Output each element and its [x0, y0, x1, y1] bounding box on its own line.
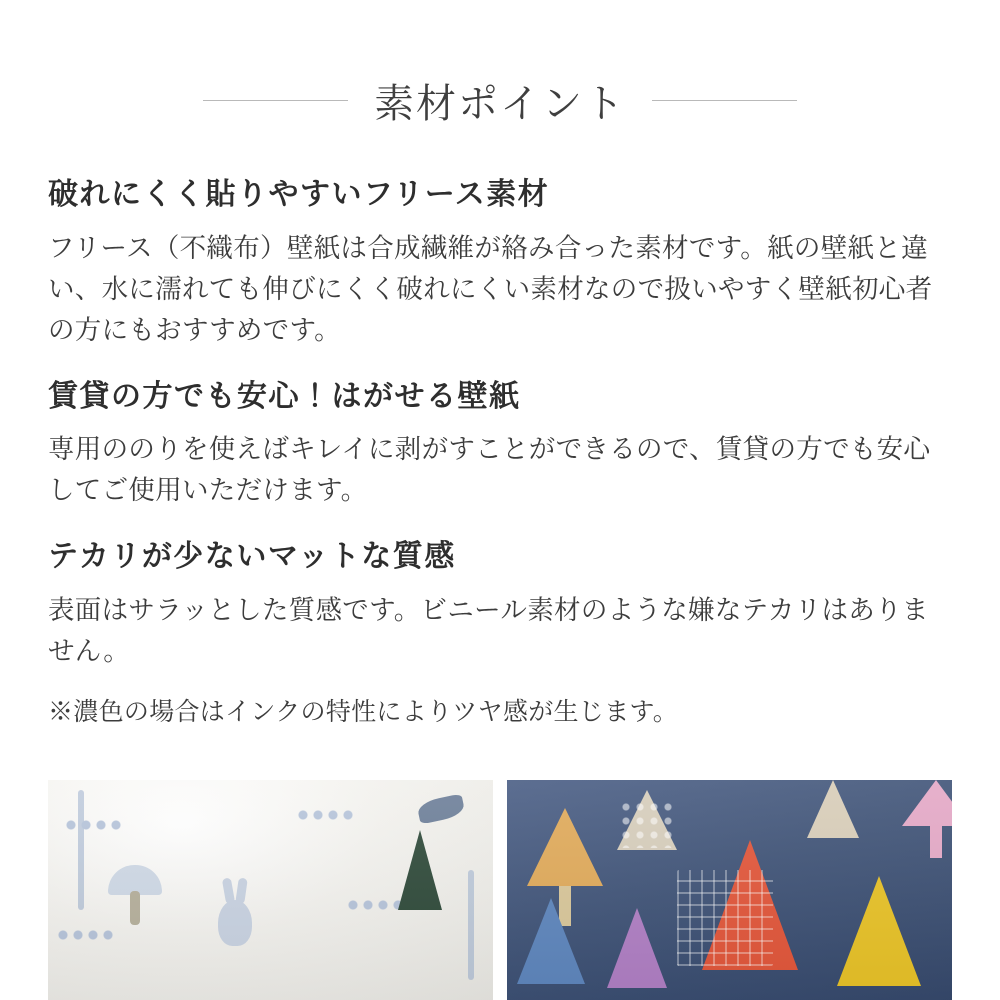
point-block-2: [48, 377, 952, 512]
vine-shape: [468, 870, 474, 980]
grid-pattern-shape: [677, 870, 773, 966]
tree-shape: [807, 780, 859, 838]
tree-shape: [607, 908, 667, 988]
leaf-row-shape: [298, 810, 358, 820]
point-title-1: 破れにくく貼りやすいフリース素材: [48, 178, 550, 211]
bird-shape: [416, 793, 466, 824]
page-title: 素材ポイント: [374, 82, 626, 126]
heading-rule-left: [203, 100, 348, 101]
leaf-row-shape: [66, 820, 126, 830]
point-body-1: フリース（不織布）壁紙は合成繊維が絡み合った素材です。紙の壁紙と違い、水に濡れても伸びにくく破れにくい素材なので扱いやすく壁紙初心者の方にもおすすめです。: [48, 232, 933, 345]
content-area: [0, 175, 1000, 731]
point-title-2: 賃貸の方でも安心！はがせる壁紙: [48, 379, 521, 413]
tree-shape: [837, 876, 921, 986]
dot-pattern-shape: [619, 800, 675, 848]
point-title-3: テカリが少ないマットな質感: [48, 540, 456, 574]
fir-tree-shape: [398, 830, 442, 910]
point-note: ※濃色の場合はインクの特性によりツヤ感が生じます。: [48, 697, 679, 726]
rabbit-shape: [218, 900, 252, 946]
point-body-3: 表面はサラッとした質感です。ビニール素材のような嫌なテカリはありません。: [48, 594, 929, 666]
section-heading: [0, 0, 1000, 129]
point-block-3: [48, 537, 952, 731]
point-body-2: 専用ののりを使えばキレイに剥がすことができるので、賃貸の方でも安心してご使用いただけます。: [48, 434, 931, 506]
tree-trunk-shape: [930, 824, 942, 858]
photo-strip: [48, 780, 952, 1000]
wallpaper-photo-navy: [507, 780, 952, 1000]
wallpaper-photo-light: [48, 780, 493, 1000]
mushroom-shape: [108, 865, 162, 895]
tree-shape: [902, 780, 952, 826]
heading-rule-right: [652, 100, 797, 101]
leaf-row-shape: [58, 930, 118, 940]
tree-shape: [517, 898, 585, 984]
point-block-1: [48, 175, 952, 351]
tree-shape: [527, 808, 603, 886]
vine-shape: [78, 790, 84, 910]
